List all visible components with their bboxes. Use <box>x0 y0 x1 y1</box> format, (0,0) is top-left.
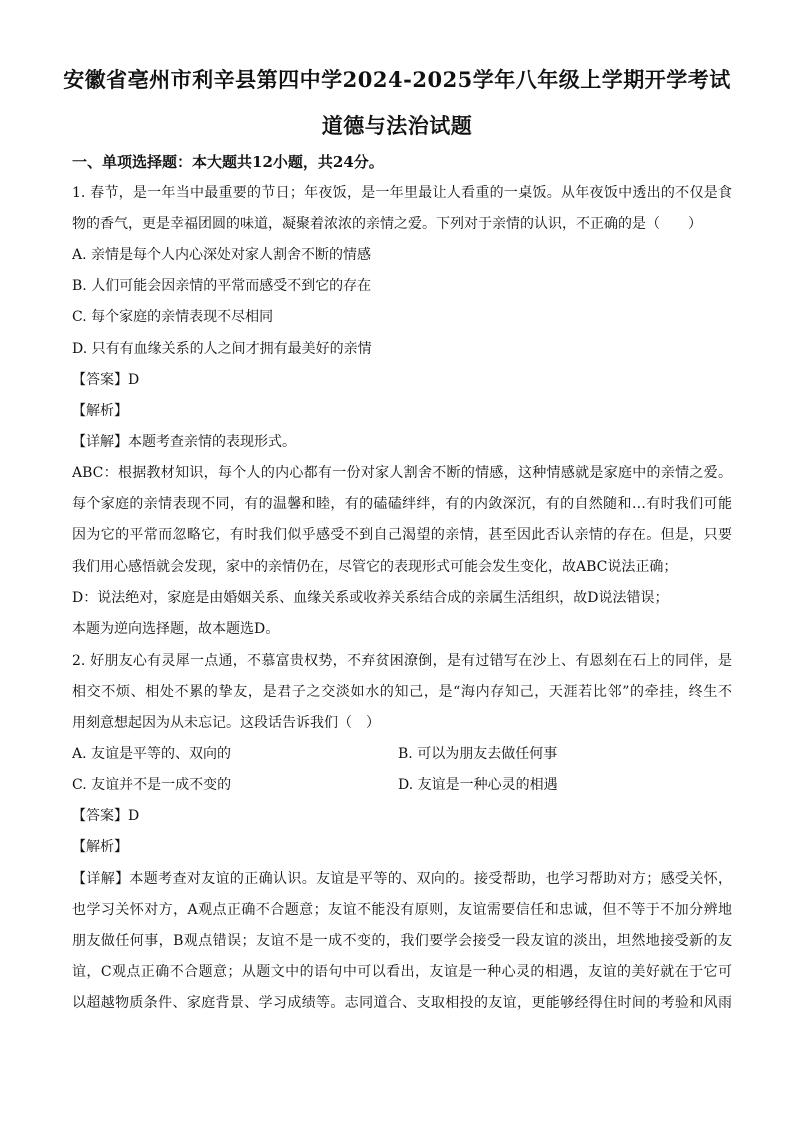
q1-detail-line: 【详解】本题考查亲情的表现形式。 <box>72 434 296 450</box>
q2-detail-line: 以超越物质条件、家庭背景、学习成绩等。志同道合、支取相投的友谊，更能够经得住时间的考验和风雨 <box>72 995 732 1011</box>
q2-option-a: A. 友谊是平等的、双向的 <box>72 746 232 762</box>
q1-detail-line: 因为它的平常而忽略它，有时我们似乎感受不到自己渴望的亲情，甚至因此否认亲情的存在。但是，只要 <box>72 527 732 543</box>
q2-stem-line: 相交不烦、相处不累的挚友，是君子之交淡如水的知己，是“海内存知己，天涯若比邻”的牵挂，终生不 <box>72 684 732 700</box>
q1-stem-line: 1. 春节，是一年当中最重要的节日；年夜饭，是一年里最让人看重的一桌饭。从年夜饭中透出的不仅是食 <box>72 185 732 201</box>
exam-title: 安徽省亳州市利辛县第四中学2024-2025学年八年级上学期开学考试 <box>63 67 731 92</box>
q1-option-d: D. 只有有血缘关系的人之间才拥有最美好的亲情 <box>72 341 372 357</box>
q2-detail-line: 【详解】本题考查对友谊的正确认识。友谊是平等的、双向的。接受帮助，也学习帮助对方；感受关怀， <box>72 871 732 887</box>
q1-detail-line: ABC：根据教材知识，每个人的内心都有一份对家人割舍不断的情感，这种情感就是家庭中的亲情之爱。 <box>72 465 732 481</box>
q1-detail-line: 我们用心感悟就会发现，家中的亲情仍在，尽管它的表现形式可能会发生变化，故ABC说法正确； <box>72 559 678 575</box>
q2-stem-line: 2. 好朋友心有灵犀一点通，不慕富贵权势，不弃贫困潦倒，是有过错写在沙上、有恩刻在石上的同伴，是 <box>72 653 732 669</box>
q2-option-d: D. 友谊是一种心灵的相遇 <box>398 777 558 793</box>
section-heading: 一、单项选择题：本大题共12小题，共24分。 <box>72 153 384 171</box>
q1-detail-line: D：说法绝对，家庭是由婚姻关系、血缘关系或收养关系结合成的亲属生活组织，故D说法错误； <box>72 590 669 606</box>
q1-option-b: B. 人们可能会因亲情的平常而感受不到它的存在 <box>72 278 372 294</box>
q1-option-a: A. 亲情是每个人内心深处对家人割舍不断的情感 <box>72 247 372 263</box>
q1-option-c: C. 每个家庭的亲情表现不尽相同 <box>72 309 274 325</box>
q2-answer: 【答案】D <box>72 808 140 824</box>
q2-stem-line: 用刻意想起因为从未忘记。这段话告诉我们（ ） <box>72 715 380 731</box>
q2-analysis-label: 【解析】 <box>72 839 128 855</box>
q1-stem-line: 物的香气，更是幸福团圆的味道，凝聚着浓浓的亲情之爱。下列对于亲情的认识，不正确的是（ ） <box>72 216 702 232</box>
exam-subtitle: 道德与法治试题 <box>321 113 473 138</box>
q2-detail-line: 谊，C观点正确不合题意；从题文中的语句中可以看出，友谊是一种心灵的相遇，友谊的美好就在于它可 <box>72 964 732 980</box>
q2-detail-line: 也学习关怀对方，A观点正确不合题意；友谊不能没有原则，友谊需要信任和忠诚，但不等于不加分辨地 <box>72 902 732 918</box>
q1-analysis-label: 【解析】 <box>72 403 128 419</box>
q1-answer: 【答案】D <box>72 372 140 388</box>
q2-option-c: C. 友谊并不是一成不变的 <box>72 777 232 793</box>
q1-detail-line: 每个家庭的亲情表现不同，有的温馨和睦，有的磕磕绊绊，有的内敛深沉，有的自然随和…有时我们可能 <box>72 496 732 512</box>
q2-detail-line: 朋友做任何事，B观点错误；友谊不是一成不变的，我们要学会接受一段友谊的淡出，坦然地接受新的友 <box>72 933 732 949</box>
q1-detail-line: 本题为逆向选择题，故本题选D。 <box>72 621 280 637</box>
q2-option-b: B. 可以为朋友去做任何事 <box>398 746 558 762</box>
